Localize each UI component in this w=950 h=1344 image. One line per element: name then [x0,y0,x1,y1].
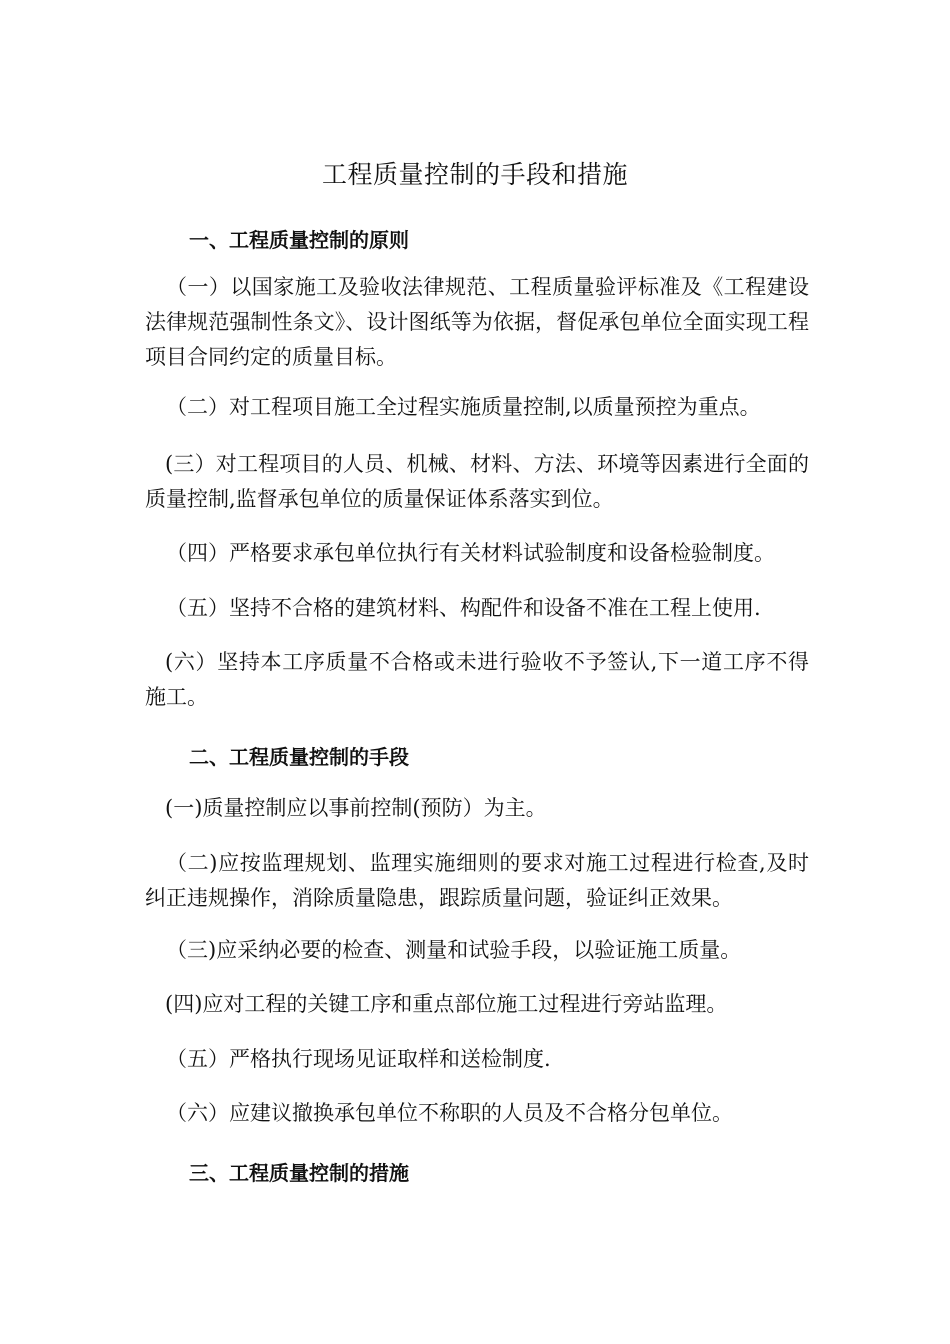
paragraph: （二)应按监理规划、监理实施细则的要求对施工过程进行检查,及时纠正违规操作，消除质量隐患，跟踪质量问题，验证纠正效果。 [145,851,809,910]
paragraph: (四)应对工程的关键工序和重点部位施工过程进行旁站监理。 [165,992,728,1016]
paragraph: （三)应采纳必要的检查、测量和试验手段，以验证施工质量。 [166,938,742,962]
paragraph: （五）坚持不合格的建筑材料、构配件和设备不准在工程上使用. [166,596,761,620]
section-heading-means: 二、工程质量控制的手段 [189,745,409,769]
paragraph: （六）应建议撤换承包单位不称职的人员及不合格分包单位。 [166,1101,733,1125]
paragraph: （四）严格要求承包单位执行有关材料试验制度和设备检验制度。 [166,541,775,565]
paragraph: (六）坚持本工序质量不合格或未进行验收不予签认,下一道工序不得施工。 [145,650,809,709]
paragraph: （二）对工程项目施工全过程实施质量控制,以质量预控为重点。 [166,395,761,419]
paragraph: （一）以国家施工及验收法律规范、工程质量验评标准及《工程建设法律规范强制性条文》、设计图纸等为依据，督促承包单位全面实现工程项目合同约定的质量目标。 [145,275,809,369]
paragraph: (三）对工程项目的人员、机械、材料、方法、环境等因素进行全面的质量控制,监督承包单位的质量保证体系落实到位。 [145,452,809,511]
section-heading-measures: 三、工程质量控制的措施 [189,1161,409,1185]
section-heading-principles: 一、工程质量控制的原则 [189,228,409,252]
document-title: 工程质量控制的手段和措施 [321,160,628,189]
paragraph: （五）严格执行现场见证取样和送检制度. [166,1047,551,1071]
paragraph: (一)质量控制应以事前控制(预防）为主。 [165,796,547,820]
